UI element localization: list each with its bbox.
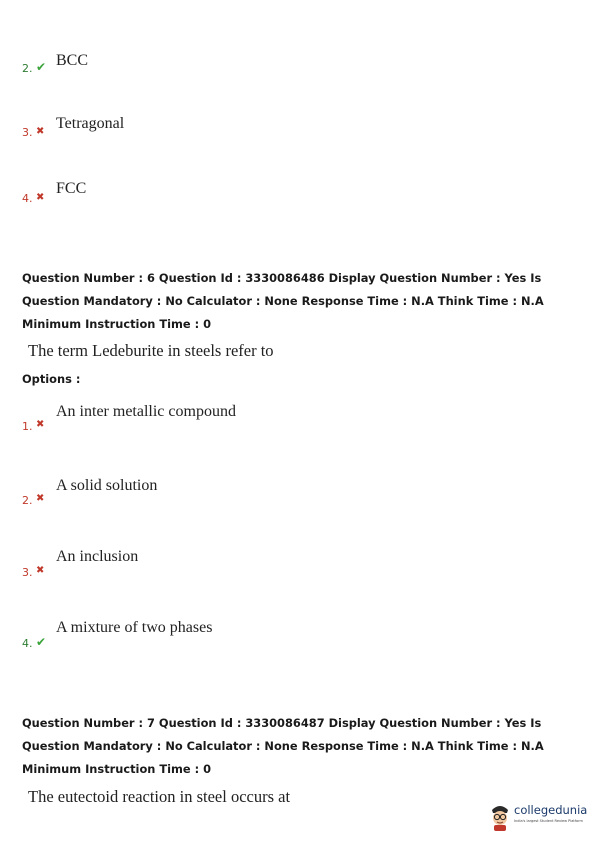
check-icon: ✔ <box>36 635 47 649</box>
option-text: An inclusion <box>56 548 139 565</box>
option-text: BCC <box>56 52 89 69</box>
logo-tagline: India's largest Student Review Platform <box>514 819 583 823</box>
option-text: A mixture of two phases <box>56 619 213 636</box>
cross-icon: ✖ <box>36 565 45 576</box>
option-text: FCC <box>56 180 87 197</box>
options-label: Options : <box>22 372 81 386</box>
mascot-icon <box>488 802 512 832</box>
option-text: An inter metallic compound <box>56 403 236 420</box>
option-number: 4. <box>22 192 33 205</box>
cross-icon: ✖ <box>36 126 45 137</box>
option-text: A solid solution <box>56 477 158 494</box>
option-number: 2. <box>22 62 33 75</box>
cross-icon: ✖ <box>36 419 45 430</box>
logo-brand: collegedunia <box>514 803 588 817</box>
cross-icon: ✖ <box>36 493 45 504</box>
question-6-meta: Question Number : 6 Question Id : 3330086486 Display Question Number : Yes Is Question Mandatory : No Calculator : None Response Time : N.A Think Time : N.A Minimum Instruction Time : 0 <box>22 271 544 331</box>
cross-icon: ✖ <box>36 192 45 203</box>
question-6-text: The term Ledeburite in steels refer to <box>28 341 274 360</box>
collegedunia-logo <box>488 802 588 834</box>
option-number: 1. <box>22 420 33 433</box>
question-7-meta: Question Number : 7 Question Id : 3330086487 Display Question Number : Yes Is Question Mandatory : No Calculator : None Response Time : N.A Think Time : N.A Minimum Instruction Time : 0 <box>22 716 544 776</box>
option-number: 4. <box>22 637 33 650</box>
check-icon: ✔ <box>36 60 47 74</box>
option-text: Tetragonal <box>56 115 125 132</box>
question-7-text: The eutectoid reaction in steel occurs at <box>28 787 291 806</box>
option-number: 3. <box>22 566 33 579</box>
option-number: 2. <box>22 494 33 507</box>
option-number: 3. <box>22 126 33 139</box>
